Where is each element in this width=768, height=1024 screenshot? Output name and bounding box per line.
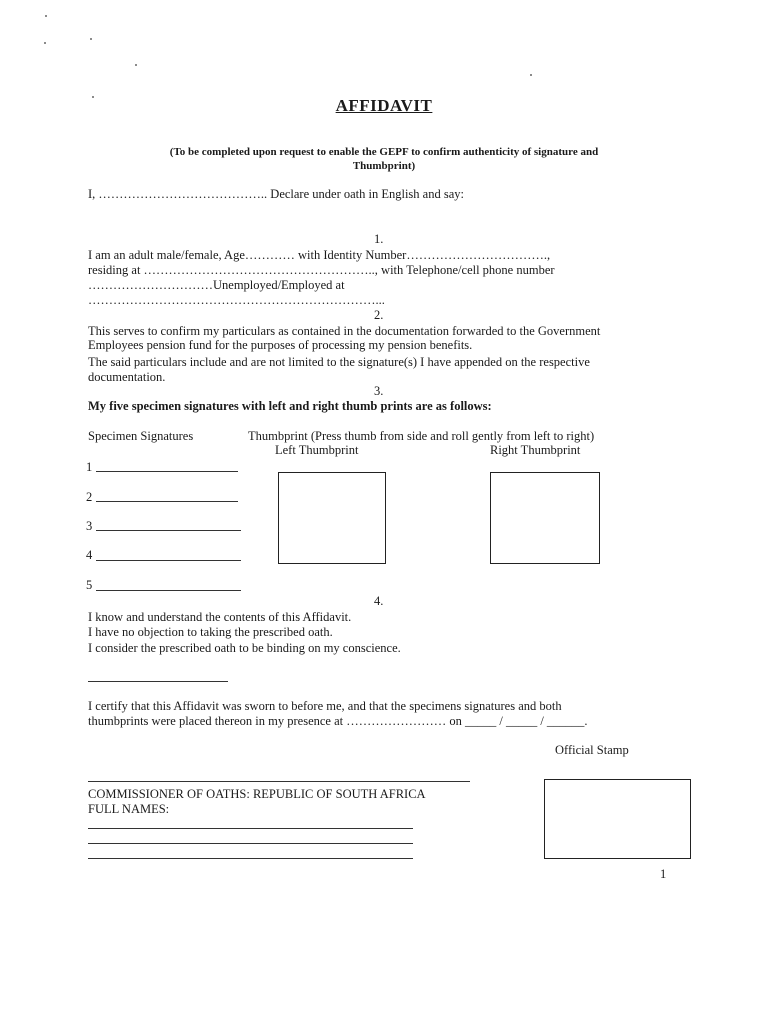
- right-thumbprint-box[interactable]: [490, 472, 600, 564]
- signature-number: 4: [86, 548, 93, 562]
- section-3-number: 3.: [374, 384, 384, 398]
- signature-number: 1: [86, 460, 93, 474]
- full-names-line-2[interactable]: [88, 843, 413, 844]
- certify-line-2: thumbprints were placed thereon in my presence at …………………… on _____ / _____ / ______.: [88, 714, 588, 728]
- deponent-signature-line[interactable]: [88, 681, 228, 682]
- signature-line-4[interactable]: [96, 560, 241, 561]
- scan-speck: [44, 42, 46, 44]
- right-thumbprint-label: Right Thumbprint: [490, 443, 581, 457]
- section-2-line-3: The said particulars include and are not limited to the signature(s) I have appended on the respective: [88, 355, 590, 369]
- section-2-number: 2.: [374, 308, 384, 322]
- signature-number: 2: [86, 490, 93, 504]
- commissioner-signature-line[interactable]: [88, 781, 470, 782]
- signature-number: 5: [86, 578, 93, 592]
- left-thumbprint-box[interactable]: [278, 472, 386, 564]
- certify-line-1: I certify that this Affidavit was sworn to before me, and that the specimens signatures and both: [88, 699, 562, 713]
- official-stamp-box[interactable]: [544, 779, 691, 859]
- subtitle-line-2: Thumbprint): [352, 160, 416, 172]
- section-4-number: 4.: [374, 594, 384, 608]
- section-2-line-2: Employees pension fund for the purposes of processing my pension benefits.: [88, 338, 473, 352]
- signature-line-1[interactable]: [96, 471, 238, 472]
- full-names-label: FULL NAMES:: [88, 802, 170, 816]
- section-1-line-4: ……………………………………………………………...: [88, 293, 385, 307]
- signature-line-2[interactable]: [96, 501, 238, 502]
- left-thumbprint-label: Left Thumbprint: [275, 443, 359, 457]
- section-4-line-2: I have no objection to taking the prescribed oath.: [88, 625, 333, 639]
- signature-number: 3: [86, 519, 93, 533]
- scan-speck: [530, 74, 532, 76]
- signature-line-3[interactable]: [96, 530, 241, 531]
- section-2-line-4: documentation.: [88, 370, 166, 384]
- commissioner-label: COMMISSIONER OF OATHS: REPUBLIC OF SOUTH AFRICA: [88, 787, 426, 801]
- official-stamp-label: Official Stamp: [555, 743, 629, 757]
- section-1-line-1: I am an adult male/female, Age………… with Identity Number…………………………….,: [88, 248, 551, 262]
- section-4-line-1: I know and understand the contents of this Affidavit.: [88, 610, 352, 624]
- full-names-line-3[interactable]: [88, 858, 413, 859]
- section-4-line-3: I consider the prescribed oath to be binding on my conscience.: [88, 641, 401, 655]
- section-1-line-3: …………………………Unemployed/Employed at: [88, 278, 345, 292]
- specimen-signatures-label: Specimen Signatures: [88, 429, 194, 443]
- scan-speck: [135, 64, 137, 66]
- subtitle-line-1: (To be completed upon request to enable the GEPF to confirm authenticity of signature and: [169, 146, 599, 158]
- signature-line-5[interactable]: [96, 590, 241, 591]
- section-3-heading: My five specimen signatures with left and right thumb prints are as follows:: [88, 399, 492, 413]
- section-1-line-2: residing at ……………………………………………….., with Telephone/cell phone number: [88, 263, 555, 277]
- declare-line: I, ………………………………….. Declare under oath in English and say:: [88, 187, 464, 201]
- scan-speck: [45, 15, 47, 17]
- scan-speck: [90, 38, 92, 40]
- thumbprint-instruction: Thumbprint (Press thumb from side and roll gently from left to right): [248, 429, 595, 443]
- section-2-line-1: This serves to confirm my particulars as contained in the documentation forwarded to the Government: [88, 324, 601, 338]
- page-number: 1: [660, 867, 667, 881]
- page-title: AFFIDAVIT: [335, 96, 433, 115]
- section-1-number: 1.: [374, 232, 384, 246]
- full-names-line-1[interactable]: [88, 828, 413, 829]
